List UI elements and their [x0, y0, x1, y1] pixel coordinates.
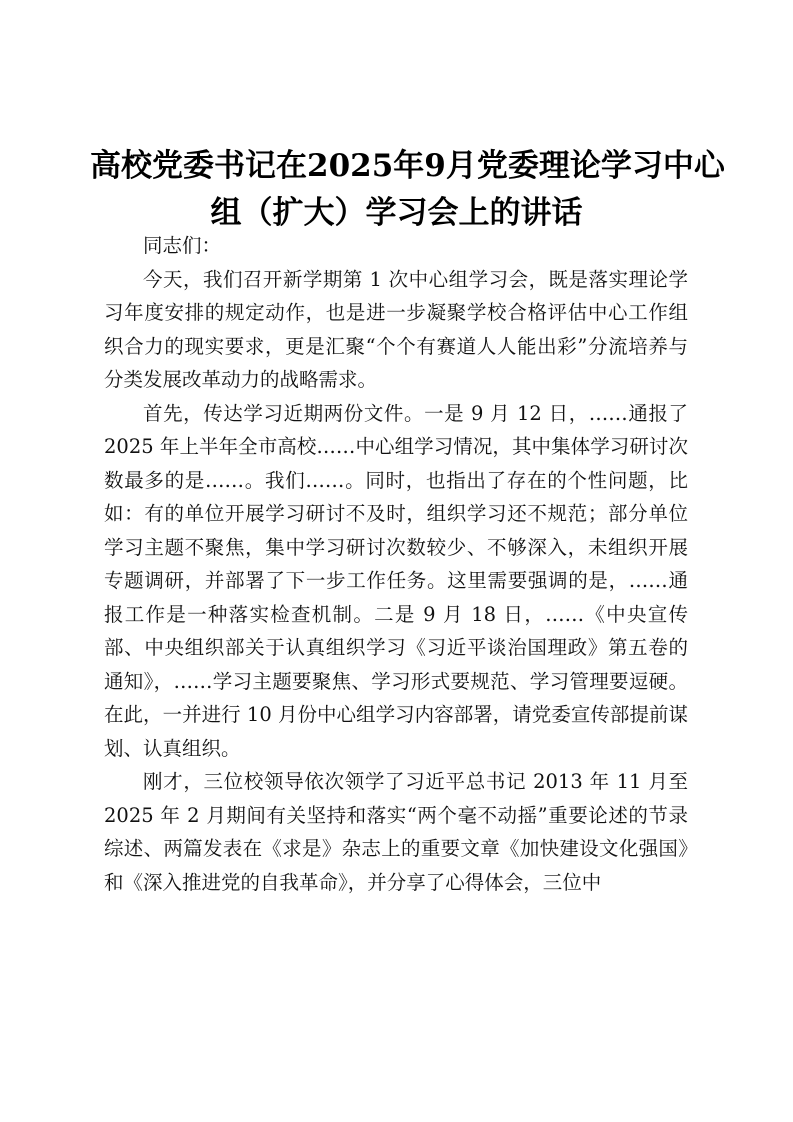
greeting: 同志们： — [143, 234, 222, 257]
paragraph-documents: 首先，传达学习近期两份文件。一是 9 月 12 日，……通报了 2025 年上半年全市高校……中心组学习情况，其中集体学习研讨次数最多的是……。我们……。同时，也指出了存在的个性问题，比如：有的单位开展学习研讨不及时，组织学习还不规范；部分单位学习主题不聚焦，集中学习研讨次数较少、不够深入，未组织开展专题调研，并部署了下一步工作任务。这里需要强调的是，……通报工作是一种落实检查机制。二是 9 月 18 日，……《中央宣传部、中央组织部关于认真组织学习《习近平谈治国理政》第五卷的通知》，……学习主题要聚焦、学习形式要规范、学习管理要逗硬。在此，一并进行 10 月份中心组学习内容部署，请党委宣传部提前谋划、认真组织。 — [104, 401, 688, 760]
document-title — [90, 143, 725, 237]
title-line-1: 高校党委书记在2025年9月党委理论学习中心 — [90, 148, 725, 184]
speech-body — [104, 229, 688, 899]
title-line-2: 组（扩大）学习会上的讲话 — [210, 195, 583, 231]
paragraph-study-summary: 刚才，三位校领导依次领学了习近平总书记 2013 年 11 月至 2025 年 2 月期间有关坚持和落实“两个毫不动摇”重要论述的节录综述、两篇发表在《求是》杂志上的重要文章《加快建设文化强国》和《深入推进党的自我革命》，并分享了心得体会，三位中 — [104, 770, 688, 894]
paragraph-opening: 今天，我们召开新学期第 1 次中心组学习会，既是落实理论学习年度安排的规定动作，也是进一步凝聚学校合格评估中心工作组织合力的现实要求，更是汇聚“个个有赛道人人能出彩”分流培养与分类发展改革动力的战略需求。 — [104, 267, 688, 391]
